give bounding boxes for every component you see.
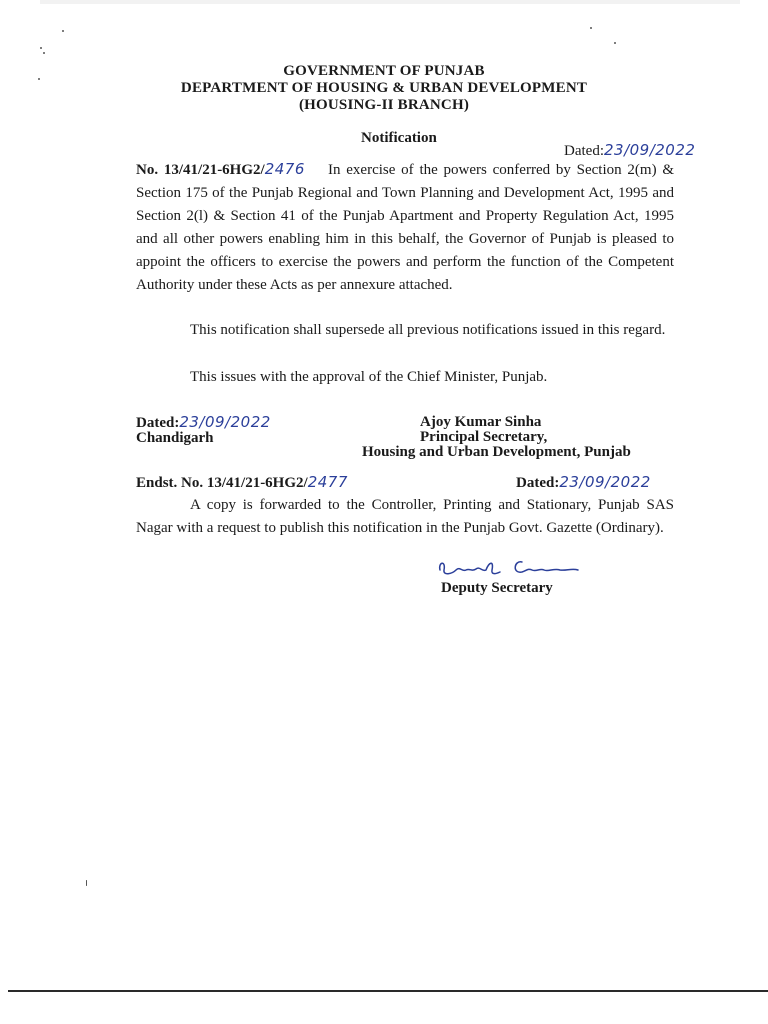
dated-label: Dated: [564,143,604,159]
signatory-name: Ajoy Kumar Sinha [420,414,542,430]
signatory-designation: Principal Secretary, [420,429,548,445]
scan-speck [614,42,616,44]
scan-edge-top [40,0,740,4]
header-branch: (HOUSING-II BRANCH) [298,97,470,113]
endorsement-number [136,473,348,492]
header-department: DEPARTMENT OF HOUSING & URBAN DEVELOPMENT [180,80,588,96]
handwritten-number: 2476 [264,160,305,178]
body-text: In exercise of the powers conferred by Section 2(m) & Section 175 of the Punjab Regional and Town Planning and Development Act, 1995 and Section 2(l) & Section 41 of the Punjab Apartment and Property Regulation Act, 1995 and all other powers enabling him in this behalf, the Governor of Punjab is pleased to appoint the officers to exercise the powers and perform the function of the Competent Authority under these Acts as per annexure attached. [136,162,675,293]
dated-label: Dated: [136,415,180,431]
endorsement-number-label: Endst. No. 13/41/21-6HG2/ [136,475,308,491]
supersede-text: This notification shall supersede all previous notifications issued in this regard. [190,322,666,338]
handwritten-signature [436,556,582,580]
approval-text: This issues with the approval of the Chief Minister, Punjab. [190,369,548,385]
scan-edge-bottom [8,990,768,992]
handwritten-date: 23/09/2022 [179,413,271,431]
scan-speck [40,47,42,49]
notification-title: Notification [361,130,437,146]
endorsement-body: A copy is forwarded to the Controller, Printing and Stationary, Punjab SAS Nagar with a request to publish this notification in the Punjab Govt. Gazette (Ordinary). [136,497,674,536]
scan-speck [62,30,64,32]
handwritten-date: 23/09/2022 [559,473,651,491]
scan-speck [43,52,45,54]
header-government: GOVERNMENT OF PUNJAB [283,63,485,79]
deputy-secretary-title: Deputy Secretary [441,580,553,596]
endorsement-date [516,473,651,492]
signatory-department: Housing and Urban Development, Punjab [362,444,631,460]
notification-number: No. 13/41/21-6HG2/ [136,162,265,178]
scan-speck [590,27,592,29]
signoff-place: Chandigarh [136,430,214,446]
dated-label: Dated: [516,475,560,491]
handwritten-date: 23/09/2022 [603,141,696,159]
handwritten-number: 2477 [307,473,348,491]
scan-speck [86,880,87,886]
notification-body [136,158,674,297]
